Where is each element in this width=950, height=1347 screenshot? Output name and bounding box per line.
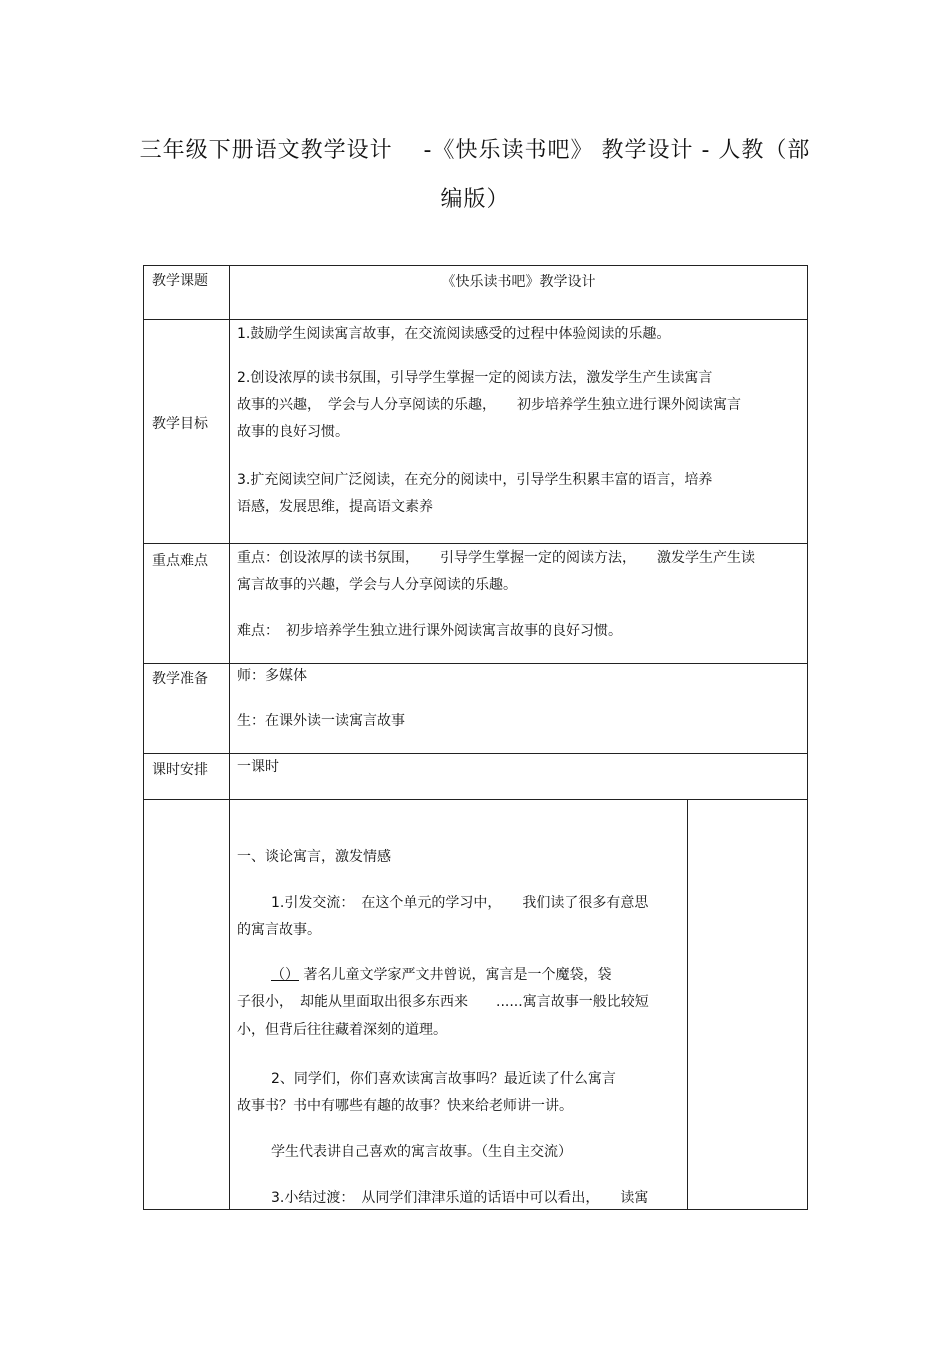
objective-2-line-2: 故事的兴趣， 学会与人分享阅读的乐趣， 初步培养学生独立进行课外阅读寓言 (237, 397, 741, 413)
objective-2-line-1: 2.创设浓厚的读书氛围，引导学生掌握一定的阅读方法，激发学生产生读寓言 (237, 370, 713, 386)
quote-text: 著名儿童文学家严文井曾说，寓言是一个魔袋，袋 (303, 967, 612, 983)
process-step-3-line-1: 3.小结过渡： 从同学们津津乐道的话语中可以看出， 读寓 (271, 1190, 649, 1206)
document-title-line-1: 三年级下册语文教学设计 -《快乐读书吧》 教学设计 - 人教（部 (139, 138, 811, 163)
process-heading: 一、谈论寓言，激发情感 (237, 849, 391, 865)
lesson-plan-table (143, 265, 808, 1210)
process-step-2-line-2: 故事书？书中有哪些有趣的故事？快来给老师讲一讲。 (237, 1098, 573, 1114)
objectives-label: 教学目标 (152, 416, 208, 432)
objective-3-line-2: 语感，发展思维，提高语文素养 (237, 499, 433, 515)
topic-label: 教学课题 (152, 273, 208, 289)
process-quote-line-1 (271, 962, 611, 988)
objective-1: 1.鼓励学生阅读寓言故事，在交流阅读感受的过程中体验阅读的乐趣。 (237, 326, 671, 342)
notes-column-divider (687, 799, 688, 1209)
process-quote-line-3: 小，但背后往往藏着深刻的道理。 (237, 1022, 447, 1038)
preparation-label: 教学准备 (152, 671, 208, 687)
process-student-share: 学生代表讲自己喜欢的寓言故事。（生自主交流） (271, 1144, 572, 1160)
process-quote-line-2: 子很小， 却能从里面取出很多东西来 ......寓言故事一般比较短 (237, 994, 649, 1010)
difficulty-line: 难点： 初步培养学生独立进行课外阅读寓言故事的良好习惯。 (237, 623, 622, 639)
document-title-line-2: 编版） (440, 187, 510, 212)
keypoints-label: 重点难点 (152, 553, 208, 569)
keypoint-line-1: 重点：创设浓厚的读书氛围， 引导学生掌握一定的阅读方法， 激发学生产生读 (237, 550, 755, 566)
topic-content: 《快乐读书吧》教学设计 (441, 274, 596, 290)
preparation-student: 生：在课外读一读寓言故事 (237, 713, 405, 729)
row-divider (144, 319, 807, 320)
objective-2-line-3: 故事的良好习惯。 (237, 424, 349, 440)
objective-3-line-1: 3.扩充阅读空间广泛阅读，在充分的阅读中，引导学生积累丰富的语言，培养 (237, 472, 713, 488)
process-step-1-line-2: 的寓言故事。 (237, 922, 321, 938)
row-divider (144, 799, 807, 800)
preparation-teacher: 师：多媒体 (237, 668, 307, 684)
schedule-label: 课时安排 (152, 762, 208, 778)
process-step-2-line-1: 2、同学们，你们喜欢读寓言故事吗？最近读了什么寓言 (271, 1071, 616, 1087)
row-divider (144, 543, 807, 544)
fill-in-blank: （） (271, 967, 299, 983)
process-step-1-line-1: 1.引发交流： 在这个单元的学习中， 我们读了很多有意思 (271, 895, 649, 911)
schedule-content: 一课时 (237, 759, 279, 775)
keypoint-line-2: 寓言故事的兴趣，学会与人分享阅读的乐趣。 (237, 577, 517, 593)
label-column-divider (229, 266, 230, 1209)
